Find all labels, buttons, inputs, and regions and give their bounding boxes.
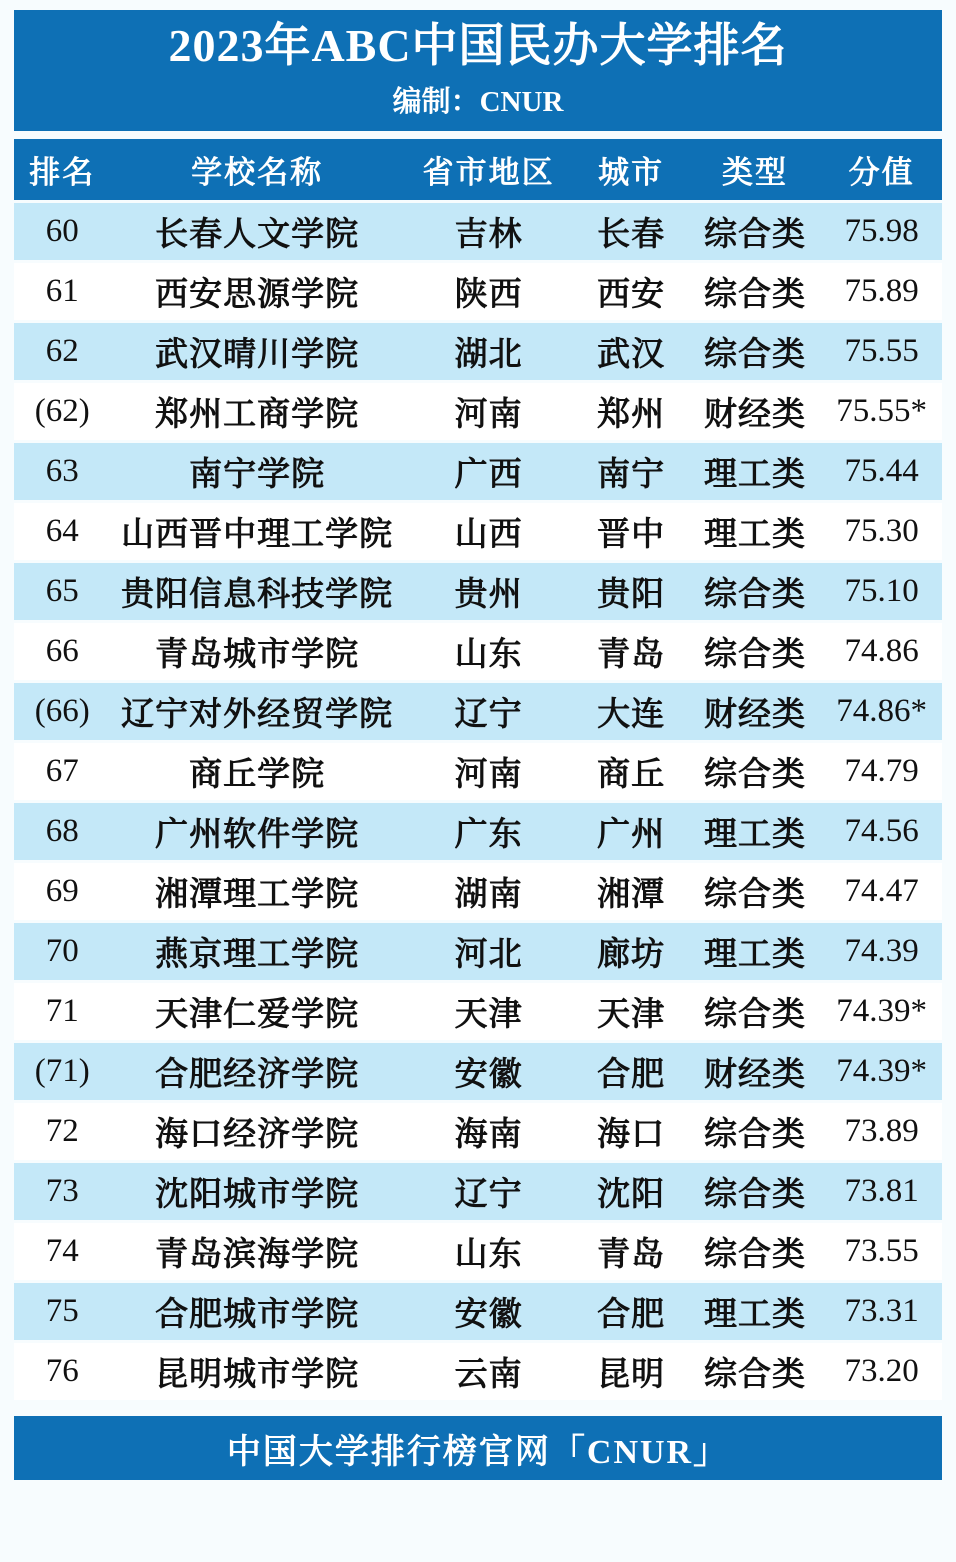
column-header-type: 类型 — [689, 139, 822, 203]
rank-cell: 61 — [14, 263, 111, 323]
table-row — [14, 983, 942, 1043]
table-row — [14, 563, 942, 623]
school-cell: 海口经济学院 — [111, 1103, 404, 1163]
score-cell: 74.86* — [821, 683, 942, 743]
city-cell: 商丘 — [574, 743, 689, 803]
rank-cell: 75 — [14, 1283, 111, 1343]
type-cell: 综合类 — [689, 1343, 822, 1403]
table-row — [14, 503, 942, 563]
school-cell: 广州软件学院 — [111, 803, 404, 863]
table-row — [14, 623, 942, 683]
rank-cell: 68 — [14, 803, 111, 863]
score-cell: 75.55* — [821, 383, 942, 443]
type-cell: 综合类 — [689, 563, 822, 623]
city-cell: 湘潭 — [574, 863, 689, 923]
province-cell: 贵州 — [404, 563, 574, 623]
type-cell: 综合类 — [689, 743, 822, 803]
rank-cell: (66) — [14, 683, 111, 743]
city-cell: 贵阳 — [574, 563, 689, 623]
city-cell: 沈阳 — [574, 1163, 689, 1223]
table-row — [14, 1043, 942, 1103]
type-cell: 理工类 — [689, 923, 822, 983]
city-cell: 西安 — [574, 263, 689, 323]
rank-cell: 63 — [14, 443, 111, 503]
province-cell: 云南 — [404, 1343, 574, 1403]
rank-cell: 72 — [14, 1103, 111, 1163]
rank-cell: 66 — [14, 623, 111, 683]
table-row — [14, 383, 942, 443]
city-cell: 广州 — [574, 803, 689, 863]
province-cell: 湖北 — [404, 323, 574, 383]
score-cell: 74.79 — [821, 743, 942, 803]
city-cell: 天津 — [574, 983, 689, 1043]
school-cell: 青岛滨海学院 — [111, 1223, 404, 1283]
table-row — [14, 923, 942, 983]
table-header — [14, 139, 942, 203]
school-cell: 长春人文学院 — [111, 203, 404, 263]
province-cell: 天津 — [404, 983, 574, 1043]
city-cell: 南宁 — [574, 443, 689, 503]
rank-cell: 76 — [14, 1343, 111, 1403]
province-cell: 辽宁 — [404, 1163, 574, 1223]
rank-cell: (71) — [14, 1043, 111, 1103]
table-row — [14, 263, 942, 323]
province-cell: 辽宁 — [404, 683, 574, 743]
province-cell: 河南 — [404, 383, 574, 443]
city-cell: 青岛 — [574, 1223, 689, 1283]
table-row — [14, 203, 942, 263]
type-cell: 财经类 — [689, 383, 822, 443]
table-header-row — [14, 139, 942, 203]
province-cell: 陕西 — [404, 263, 574, 323]
score-cell: 75.89 — [821, 263, 942, 323]
city-cell: 合肥 — [574, 1283, 689, 1343]
title-block — [14, 10, 942, 131]
province-cell: 吉林 — [404, 203, 574, 263]
table-row — [14, 1283, 942, 1343]
score-cell: 73.55 — [821, 1223, 942, 1283]
footer-banner — [14, 1416, 942, 1480]
rank-cell: 73 — [14, 1163, 111, 1223]
city-cell: 晋中 — [574, 503, 689, 563]
type-cell: 综合类 — [689, 1103, 822, 1163]
footer-text: 中国大学排行榜官网「CNUR」 — [226, 1433, 730, 1471]
school-cell: 青岛城市学院 — [111, 623, 404, 683]
type-cell: 理工类 — [689, 443, 822, 503]
table-row — [14, 1103, 942, 1163]
province-cell: 安徽 — [404, 1283, 574, 1343]
score-cell: 74.86 — [821, 623, 942, 683]
city-cell: 郑州 — [574, 383, 689, 443]
school-cell: 合肥经济学院 — [111, 1043, 404, 1103]
type-cell: 综合类 — [689, 203, 822, 263]
score-cell: 75.98 — [821, 203, 942, 263]
score-cell: 73.81 — [821, 1163, 942, 1223]
type-cell: 理工类 — [689, 503, 822, 563]
city-cell: 廊坊 — [574, 923, 689, 983]
province-cell: 河南 — [404, 743, 574, 803]
column-header-province: 省市地区 — [404, 139, 574, 203]
province-cell: 湖南 — [404, 863, 574, 923]
score-cell: 75.30 — [821, 503, 942, 563]
rank-cell: (62) — [14, 383, 111, 443]
type-cell: 综合类 — [689, 1223, 822, 1283]
rank-cell: 64 — [14, 503, 111, 563]
score-cell: 75.10 — [821, 563, 942, 623]
school-cell: 燕京理工学院 — [111, 923, 404, 983]
page-subtitle: 编制：CNUR — [392, 86, 564, 119]
type-cell: 综合类 — [689, 323, 822, 383]
school-cell: 湘潭理工学院 — [111, 863, 404, 923]
school-cell: 辽宁对外经贸学院 — [111, 683, 404, 743]
school-cell: 山西晋中理工学院 — [111, 503, 404, 563]
score-cell: 73.20 — [821, 1343, 942, 1403]
province-cell: 山东 — [404, 1223, 574, 1283]
type-cell: 综合类 — [689, 983, 822, 1043]
type-cell: 综合类 — [689, 623, 822, 683]
school-cell: 南宁学院 — [111, 443, 404, 503]
school-cell: 武汉晴川学院 — [111, 323, 404, 383]
score-cell: 74.39* — [821, 983, 942, 1043]
score-cell: 73.89 — [821, 1103, 942, 1163]
rank-cell: 74 — [14, 1223, 111, 1283]
type-cell: 综合类 — [689, 263, 822, 323]
rank-cell: 69 — [14, 863, 111, 923]
type-cell: 理工类 — [689, 803, 822, 863]
score-cell: 74.39* — [821, 1043, 942, 1103]
rank-cell: 65 — [14, 563, 111, 623]
type-cell: 综合类 — [689, 1163, 822, 1223]
province-cell: 河北 — [404, 923, 574, 983]
ranking-table — [14, 139, 942, 1403]
school-cell: 合肥城市学院 — [111, 1283, 404, 1343]
table-body — [14, 203, 942, 1403]
type-cell: 综合类 — [689, 863, 822, 923]
city-cell: 大连 — [574, 683, 689, 743]
city-cell: 武汉 — [574, 323, 689, 383]
table-row — [14, 743, 942, 803]
score-cell: 73.31 — [821, 1283, 942, 1343]
rank-cell: 71 — [14, 983, 111, 1043]
table-row — [14, 1223, 942, 1283]
table-row — [14, 1343, 942, 1403]
province-cell: 广东 — [404, 803, 574, 863]
table-row — [14, 1163, 942, 1223]
school-cell: 昆明城市学院 — [111, 1343, 404, 1403]
school-cell: 商丘学院 — [111, 743, 404, 803]
type-cell: 财经类 — [689, 1043, 822, 1103]
column-header-score: 分值 — [821, 139, 942, 203]
city-cell: 合肥 — [574, 1043, 689, 1103]
province-cell: 山西 — [404, 503, 574, 563]
rank-cell: 60 — [14, 203, 111, 263]
school-cell: 天津仁爱学院 — [111, 983, 404, 1043]
school-cell: 沈阳城市学院 — [111, 1163, 404, 1223]
province-cell: 广西 — [404, 443, 574, 503]
score-cell: 74.56 — [821, 803, 942, 863]
type-cell: 理工类 — [689, 1283, 822, 1343]
school-cell: 西安思源学院 — [111, 263, 404, 323]
city-cell: 青岛 — [574, 623, 689, 683]
rank-cell: 70 — [14, 923, 111, 983]
rank-cell: 62 — [14, 323, 111, 383]
school-cell: 郑州工商学院 — [111, 383, 404, 443]
table-row — [14, 863, 942, 923]
table-row — [14, 803, 942, 863]
province-cell: 山东 — [404, 623, 574, 683]
score-cell: 75.55 — [821, 323, 942, 383]
city-cell: 昆明 — [574, 1343, 689, 1403]
city-cell: 海口 — [574, 1103, 689, 1163]
rank-cell: 67 — [14, 743, 111, 803]
column-header-rank: 排名 — [14, 139, 111, 203]
city-cell: 长春 — [574, 203, 689, 263]
score-cell: 75.44 — [821, 443, 942, 503]
type-cell: 财经类 — [689, 683, 822, 743]
score-cell: 74.39 — [821, 923, 942, 983]
page-title: 2023年ABC中国民办大学排名 — [168, 19, 788, 71]
column-header-city: 城市 — [574, 139, 689, 203]
column-header-school: 学校名称 — [111, 139, 404, 203]
province-cell: 海南 — [404, 1103, 574, 1163]
province-cell: 安徽 — [404, 1043, 574, 1103]
score-cell: 74.47 — [821, 863, 942, 923]
table-row — [14, 683, 942, 743]
table-row — [14, 323, 942, 383]
table-row — [14, 443, 942, 503]
school-cell: 贵阳信息科技学院 — [111, 563, 404, 623]
